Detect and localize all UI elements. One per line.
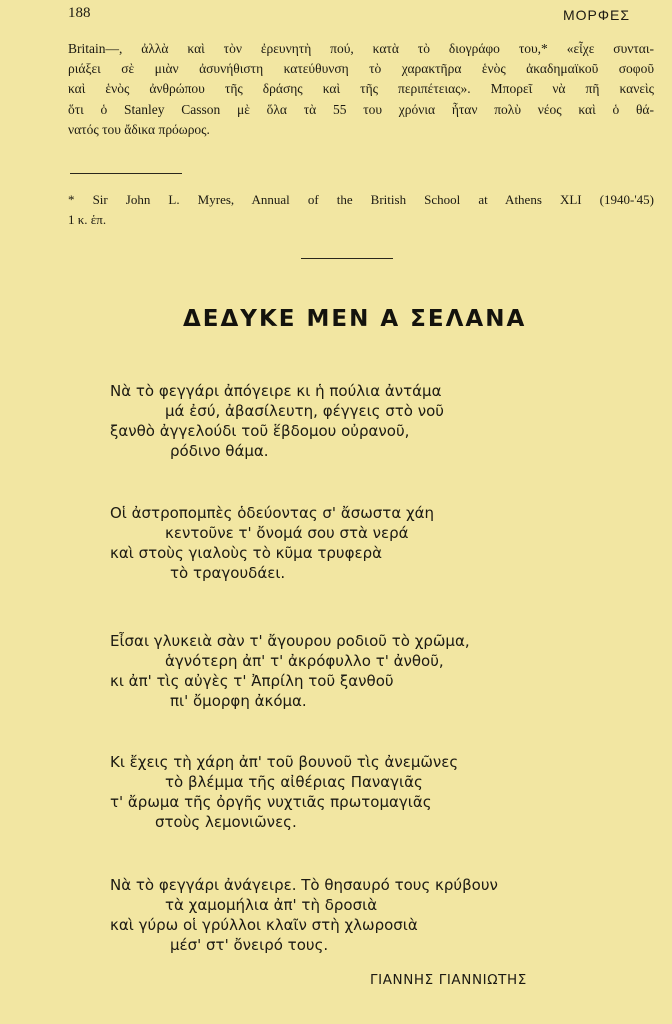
verse-line: τὰ χαμομήλια ἀπ' τὴ δροσιὰ bbox=[165, 896, 378, 914]
footnote-rule bbox=[70, 173, 182, 174]
verse-line: Νὰ τὸ φεγγάρι ἀπόγειρε κι ἡ πούλια ἀντάμα bbox=[110, 382, 442, 400]
prose-line: Britain—, ἀλλὰ καὶ τὸν ἐρευνητὴ πού, κατὰ τὸ διογράφο του,* «εἶχε συνται- bbox=[68, 41, 654, 56]
footnote-line: * Sir John L. Myres, Annual of the British School at Athens XLI (1940-'45) bbox=[68, 192, 654, 207]
verse-line: ἁγνότερη ἀπ' τ' ἀκρόφυλλο τ' ἀνθοῦ, bbox=[165, 652, 444, 670]
verse-line: Εἶσαι γλυκειὰ σὰν τ' ἄγουρου ροδιοῦ τὸ χρῶμα, bbox=[110, 632, 470, 650]
verse-line: στοὺς λεμονιῶνες. bbox=[155, 813, 297, 831]
verse-line: μέσ' στ' ὄνειρό τους. bbox=[170, 936, 329, 954]
prose-line: ὅτι ὁ Stanley Casson μὲ ὅλα τὰ 55 του χρόνια ἦταν πολὺ νέος καὶ ὁ θά- bbox=[68, 101, 654, 117]
footnote-line: 1 κ. ἑπ. bbox=[68, 212, 107, 227]
verse-line: πι' ὄμορφη ἀκόμα. bbox=[170, 692, 307, 710]
prose-line: νατός του ἄδικα πρόωρος. bbox=[68, 121, 210, 137]
verse-line: τ' ἄρωμα τῆς ὀργῆς νυχτιᾶς πρωτομαγιᾶς bbox=[110, 793, 432, 811]
section-divider bbox=[301, 258, 393, 259]
verse-line: μά ἐσύ, ἀβασίλευτη, φέγγεις στὸ νοῦ bbox=[165, 402, 444, 420]
poem-title: ΔΕΔΥΚΕ ΜΕΝ Α ΣΕΛΑΝΑ bbox=[183, 306, 527, 332]
verse-line: τὸ τραγουδάει. bbox=[170, 564, 286, 582]
prose-line: ριάξει σὲ μιὰν ἀσυνήθιστη κατεύθυνση τὸ χαρακτῆρα ἑνὸς ἀκαδημαϊκοῦ σοφοῦ bbox=[68, 61, 654, 77]
prose-line: καὶ ἑνὸς ἀνθρώπου τῆς δράσης καὶ τῆς περιπέτειας». Μπορεῖ νὰ πῆ κανεὶς bbox=[68, 81, 654, 97]
verse-line: τὸ βλέμμα τῆς αἰθέριας Παναγιᾶς bbox=[165, 773, 423, 791]
verse-line: κι ἀπ' τὶς αὐγὲς τ' Ἀπρίλη τοῦ ξανθοῦ bbox=[110, 672, 394, 690]
page-number: 188 bbox=[68, 5, 91, 21]
poem-stanza bbox=[110, 875, 590, 955]
footnote bbox=[68, 190, 654, 230]
verse-line: κεντοῦνε τ' ὄνομά σου στὰ νερά bbox=[165, 524, 409, 542]
verse-line: ρόδινο θάμα. bbox=[170, 442, 269, 460]
running-head: ΜΟΡΦΕΣ bbox=[562, 7, 630, 23]
verse-line: Κι ἔχεις τὴ χάρη ἀπ' τοῦ βουνοῦ τὶς ἀνεμῶνες bbox=[110, 753, 459, 771]
poem-stanza bbox=[110, 752, 590, 832]
verse-line: καὶ στοὺς γιαλοὺς τὸ κῦμα τρυφερὰ bbox=[110, 544, 383, 562]
poem-stanza bbox=[110, 631, 590, 711]
verse-line: Οἱ ἀστροπομπὲς ὁδεύοντας σ' ἄσωστα χάη bbox=[110, 504, 435, 522]
verse-line: Νὰ τὸ φεγγάρι ἀνάγειρε. Τὸ θησαυρό τους κρύβουν bbox=[110, 876, 498, 894]
prose-paragraph bbox=[68, 39, 654, 140]
verse-line: καὶ γύρω οἱ γρύλλοι κλαῖν στὴ χλωροσιὰ bbox=[110, 916, 418, 934]
poem-stanza bbox=[110, 381, 590, 461]
verse-line: ξανθὸ ἀγγελούδι τοῦ ἕβδομου οὐρανοῦ, bbox=[110, 422, 410, 440]
poem-stanza bbox=[110, 503, 590, 583]
poem-author: ΓΙΑΝΝΗΣ ΓΙΑΝΝΙΩΤΗΣ bbox=[370, 972, 527, 988]
